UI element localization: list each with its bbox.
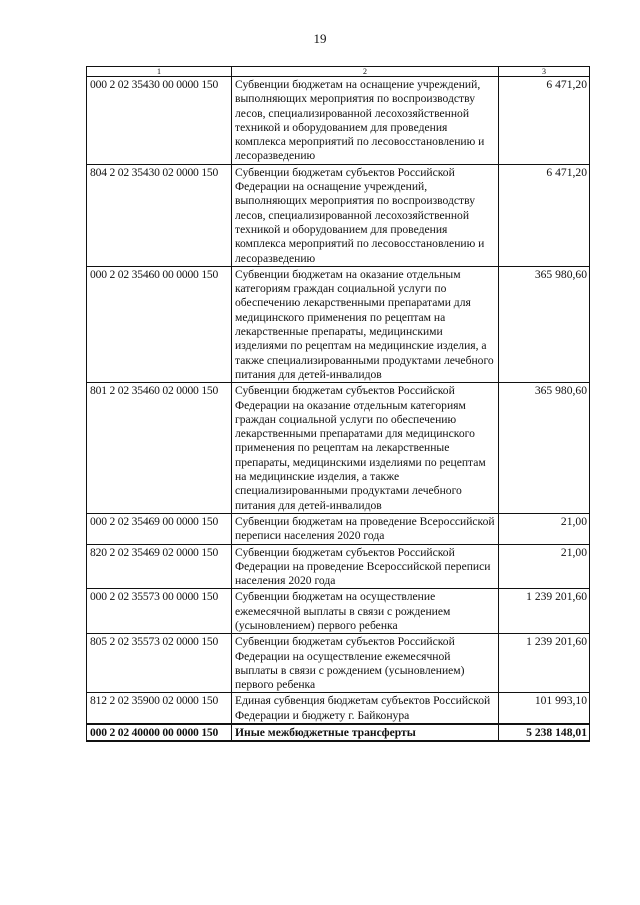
table-row bbox=[87, 544, 590, 589]
code-cell: 804 2 02 35430 02 0000 150 bbox=[87, 164, 232, 266]
amount-cell: 101 993,10 bbox=[499, 693, 590, 724]
column-header-description: 2 bbox=[232, 67, 499, 77]
description-cell: Субвенции бюджетам субъектов Российской Федерации на оснащение учреждений, выполняющих мероприятия по воспроизводству лесов, специализированной лесохозяйственной техникой и оборудованием для проведения комплекса мероприятий по лесовосстановлению и лесоразведению bbox=[232, 164, 499, 266]
amount-cell: 21,00 bbox=[499, 544, 590, 589]
description-cell: Субвенции бюджетам субъектов Российской Федерации на осуществление ежемесячной выплаты в связи с рождением (усыновлением) первого ребенка bbox=[232, 634, 499, 693]
table-row bbox=[87, 513, 590, 544]
amount-cell: 6 471,20 bbox=[499, 77, 590, 165]
table-row bbox=[87, 634, 590, 693]
description-cell: Субвенции бюджетам на оснащение учреждений, выполняющих мероприятия по воспроизводству лесов, специализированной лесохозяйственной техникой и оборудованием для проведения комплекса мероприятий по лесовосстановлению и лесоразведению bbox=[232, 77, 499, 165]
amount-cell: 365 980,60 bbox=[499, 383, 590, 514]
column-header-code: 1 bbox=[87, 67, 232, 77]
table-row bbox=[87, 383, 590, 514]
code-cell: 805 2 02 35573 02 0000 150 bbox=[87, 634, 232, 693]
table-row bbox=[87, 77, 590, 165]
code-cell: 000 2 02 35460 00 0000 150 bbox=[87, 266, 232, 382]
description-cell: Субвенции бюджетам на оказание отдельным категориям граждан социальной услуги по обеспечению лекарственными препаратами для медицинского применения по рецептам на лекарственные препараты, медицинскими изделиями по рецептам на медицинские изделия, а также специализированными продуктами лечебного питания для детей-инвалидов bbox=[232, 266, 499, 382]
table-row-total bbox=[87, 724, 590, 741]
description-cell: Иные межбюджетные трансферты bbox=[232, 724, 499, 741]
code-cell: 820 2 02 35469 02 0000 150 bbox=[87, 544, 232, 589]
description-cell: Субвенции бюджетам субъектов Российской Федерации на проведение Всероссийской переписи населения 2020 года bbox=[232, 544, 499, 589]
table-row bbox=[87, 266, 590, 382]
header-row bbox=[87, 67, 590, 77]
code-cell: 000 2 02 35573 00 0000 150 bbox=[87, 589, 232, 634]
description-cell: Субвенции бюджетам субъектов Российской Федерации на оказание отдельным категориям граждан социальной услуги по обеспечению лекарственными препаратами для медицинского применения по рецептам на лекарственные препараты, медицинскими изделиями по рецептам на медицинские изделия, а также специализированными продуктами лечебного питания для детей-инвалидов bbox=[232, 383, 499, 514]
table-header bbox=[87, 67, 590, 77]
amount-cell: 1 239 201,60 bbox=[499, 634, 590, 693]
table-body bbox=[87, 77, 590, 742]
amount-cell: 1 239 201,60 bbox=[499, 589, 590, 634]
amount-cell: 365 980,60 bbox=[499, 266, 590, 382]
description-cell: Субвенции бюджетам на осуществление ежемесячной выплаты в связи с рождением (усыновлением) первого ребенка bbox=[232, 589, 499, 634]
page-number: 19 bbox=[313, 31, 327, 46]
code-cell: 000 2 02 35430 00 0000 150 bbox=[87, 77, 232, 165]
column-header-amount: 3 bbox=[499, 67, 590, 77]
code-cell: 000 2 02 40000 00 0000 150 bbox=[87, 724, 232, 741]
code-cell: 801 2 02 35460 02 0000 150 bbox=[87, 383, 232, 514]
amount-cell: 21,00 bbox=[499, 513, 590, 544]
table-row bbox=[87, 589, 590, 634]
amount-cell: 6 471,20 bbox=[499, 164, 590, 266]
code-cell: 000 2 02 35469 00 0000 150 bbox=[87, 513, 232, 544]
amount-cell: 5 238 148,01 bbox=[499, 724, 590, 741]
description-cell: Субвенции бюджетам на проведение Всероссийской переписи населения 2020 года bbox=[232, 513, 499, 544]
code-cell: 812 2 02 35900 02 0000 150 bbox=[87, 693, 232, 724]
budget-table bbox=[86, 66, 590, 742]
table-row bbox=[87, 164, 590, 266]
table-row bbox=[87, 693, 590, 724]
description-cell: Единая субвенция бюджетам субъектов Российской Федерации и бюджету г. Байконура bbox=[232, 693, 499, 724]
